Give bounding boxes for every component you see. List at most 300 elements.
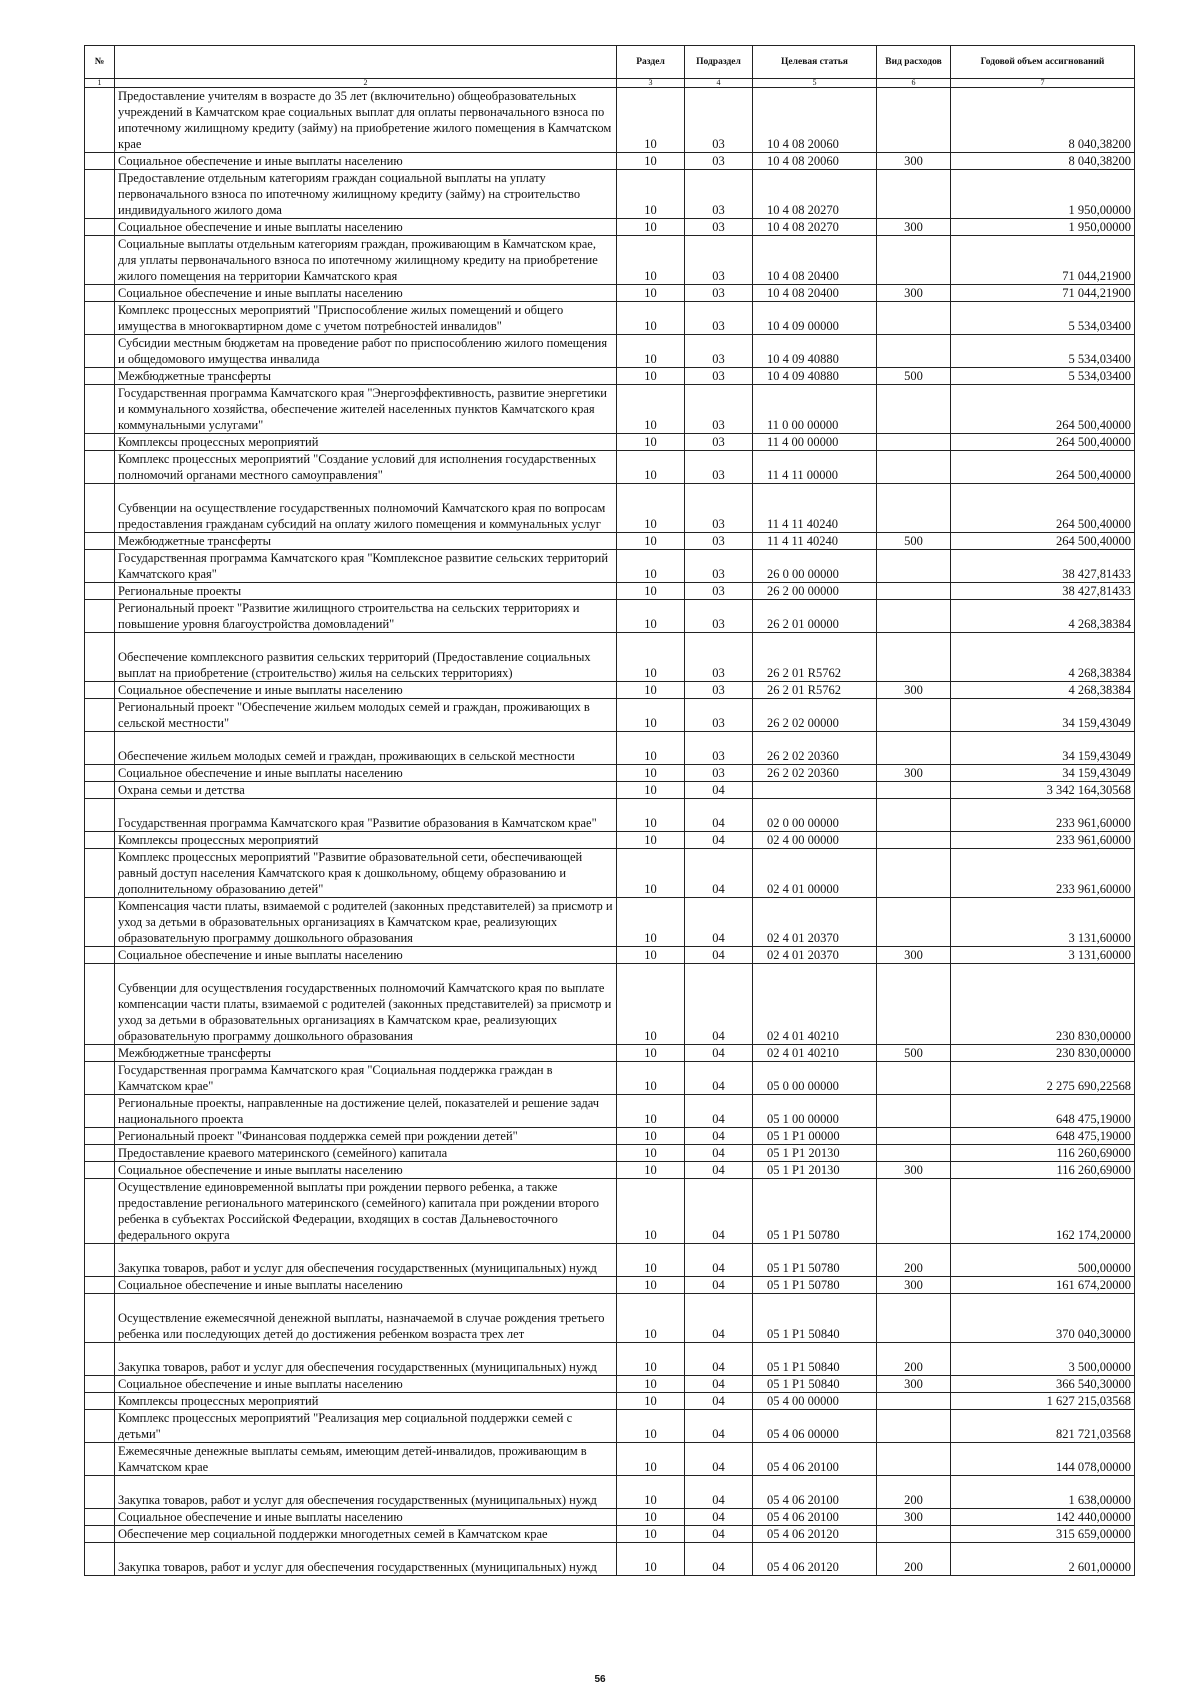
row-amount-cell: 230 830,00000 <box>951 964 1135 1045</box>
row-number-cell <box>85 1128 115 1145</box>
row-name-cell: Осуществление единовременной выплаты при рождении первого ребенка, а также предоставление регионального материнского (семейного) капитала при рождении второго ребенка в субъектах Российской Федерации, входящих в состав Дальневосточного федерального округа <box>115 1179 617 1244</box>
row-number-cell <box>85 550 115 583</box>
col-header-razdel: Раздел <box>617 46 685 79</box>
row-podrazdel-cell: 03 <box>685 302 753 335</box>
row-amount-cell: 142 440,00000 <box>951 1509 1135 1526</box>
table-row <box>85 236 1135 285</box>
row-podrazdel-cell: 03 <box>685 335 753 368</box>
row-amount-cell: 233 961,60000 <box>951 832 1135 849</box>
row-number-cell <box>85 964 115 1045</box>
row-number-cell <box>85 799 115 832</box>
row-amount-cell: 500,00000 <box>951 1244 1135 1277</box>
row-target-cell: 26 2 01 R5762 <box>753 633 877 682</box>
row-name-cell: Социальное обеспечение и иные выплаты населению <box>115 1509 617 1526</box>
row-target-cell: 05 1 00 00000 <box>753 1095 877 1128</box>
row-number-cell <box>85 236 115 285</box>
row-podrazdel-cell: 04 <box>685 1543 753 1576</box>
row-amount-cell: 3 500,00000 <box>951 1343 1135 1376</box>
row-target-cell: 10 4 08 20270 <box>753 170 877 219</box>
row-podrazdel-cell: 03 <box>685 368 753 385</box>
row-target-cell: 05 1 P1 20130 <box>753 1162 877 1179</box>
budget-table-sheet <box>84 45 1134 1576</box>
row-amount-cell: 5 534,03400 <box>951 335 1135 368</box>
row-name-cell: Комплексы процессных мероприятий <box>115 434 617 451</box>
row-target-cell: 02 0 00 00000 <box>753 799 877 832</box>
table-row <box>85 832 1135 849</box>
row-number-cell <box>85 88 115 153</box>
row-name-cell: Предоставление краевого материнского (семейного) капитала <box>115 1145 617 1162</box>
row-target-cell: 26 0 00 00000 <box>753 550 877 583</box>
row-podrazdel-cell: 03 <box>685 153 753 170</box>
row-podrazdel-cell: 04 <box>685 799 753 832</box>
table-row <box>85 964 1135 1045</box>
row-expense-type-cell: 500 <box>877 533 951 550</box>
row-expense-type-cell <box>877 451 951 484</box>
table-row <box>85 1543 1135 1576</box>
row-expense-type-cell: 300 <box>877 1162 951 1179</box>
table-row <box>85 633 1135 682</box>
row-target-cell: 10 4 08 20060 <box>753 88 877 153</box>
table-body <box>85 88 1135 1576</box>
row-amount-cell: 370 040,30000 <box>951 1294 1135 1343</box>
row-number-cell <box>85 302 115 335</box>
row-podrazdel-cell: 04 <box>685 1343 753 1376</box>
row-target-cell <box>753 782 877 799</box>
table-row <box>85 1393 1135 1410</box>
row-expense-type-cell <box>877 484 951 533</box>
table-row <box>85 1526 1135 1543</box>
row-razdel-cell: 10 <box>617 732 685 765</box>
row-amount-cell: 4 268,38384 <box>951 633 1135 682</box>
row-name-cell: Региональный проект "Развитие жилищного строительства на сельских территориях и повышение уровня благоустройства домовладений" <box>115 600 617 633</box>
row-name-cell: Охрана семьи и детства <box>115 782 617 799</box>
row-number-cell <box>85 832 115 849</box>
row-razdel-cell: 10 <box>617 385 685 434</box>
row-podrazdel-cell: 04 <box>685 1410 753 1443</box>
row-target-cell: 02 4 01 20370 <box>753 947 877 964</box>
row-target-cell: 05 4 06 20100 <box>753 1509 877 1526</box>
row-number-cell <box>85 1393 115 1410</box>
row-expense-type-cell: 200 <box>877 1543 951 1576</box>
row-number-cell <box>85 682 115 699</box>
row-podrazdel-cell: 04 <box>685 1062 753 1095</box>
row-name-cell: Региональные проекты, направленные на достижение целей, показателей и решение задач национального проекта <box>115 1095 617 1128</box>
row-razdel-cell: 10 <box>617 285 685 302</box>
row-target-cell: 10 4 09 00000 <box>753 302 877 335</box>
row-target-cell: 05 4 00 00000 <box>753 1393 877 1410</box>
row-razdel-cell: 10 <box>617 1543 685 1576</box>
row-podrazdel-cell: 04 <box>685 1179 753 1244</box>
row-number-cell <box>85 1244 115 1277</box>
row-amount-cell: 116 260,69000 <box>951 1162 1135 1179</box>
row-name-cell: Закупка товаров, работ и услуг для обеспечения государственных (муниципальных) нужд <box>115 1343 617 1376</box>
row-number-cell <box>85 219 115 236</box>
row-razdel-cell: 10 <box>617 633 685 682</box>
table-row <box>85 583 1135 600</box>
row-podrazdel-cell: 03 <box>685 550 753 583</box>
row-number-cell <box>85 1045 115 1062</box>
table-row <box>85 484 1135 533</box>
row-podrazdel-cell: 04 <box>685 947 753 964</box>
table-row <box>85 600 1135 633</box>
col-number: 5 <box>753 79 877 88</box>
row-number-cell <box>85 1095 115 1128</box>
row-amount-cell: 144 078,00000 <box>951 1443 1135 1476</box>
row-name-cell: Социальное обеспечение и иные выплаты населению <box>115 765 617 782</box>
row-podrazdel-cell: 03 <box>685 732 753 765</box>
row-podrazdel-cell: 03 <box>685 699 753 732</box>
table-row <box>85 1509 1135 1526</box>
row-number-cell <box>85 849 115 898</box>
row-number-cell <box>85 765 115 782</box>
row-amount-cell: 1 627 215,03568 <box>951 1393 1135 1410</box>
row-expense-type-cell <box>877 1443 951 1476</box>
row-name-cell: Субвенции для осуществления государственных полномочий Камчатского края по выплате компенсации части платы, взимаемой с родителей (законных представителей) за присмотр и уход за детьми в образовательных организациях в Камчатском крае, реализующих образовательную программу дошкольного образования <box>115 964 617 1045</box>
row-name-cell: Социальное обеспечение и иные выплаты населению <box>115 1376 617 1393</box>
row-expense-type-cell: 300 <box>877 1277 951 1294</box>
col-number: 1 <box>85 79 115 88</box>
row-razdel-cell: 10 <box>617 236 685 285</box>
row-razdel-cell: 10 <box>617 1162 685 1179</box>
table-row <box>85 1045 1135 1062</box>
row-amount-cell: 648 475,19000 <box>951 1128 1135 1145</box>
row-target-cell: 05 0 00 00000 <box>753 1062 877 1095</box>
budget-table <box>84 45 1135 1576</box>
row-expense-type-cell: 500 <box>877 368 951 385</box>
row-podrazdel-cell: 04 <box>685 1294 753 1343</box>
row-name-cell: Комплексы процессных мероприятий <box>115 1393 617 1410</box>
row-razdel-cell: 10 <box>617 451 685 484</box>
table-row <box>85 285 1135 302</box>
row-target-cell: 02 4 01 40210 <box>753 964 877 1045</box>
row-expense-type-cell <box>877 898 951 947</box>
row-amount-cell: 161 674,20000 <box>951 1277 1135 1294</box>
row-expense-type-cell: 300 <box>877 1509 951 1526</box>
row-number-cell <box>85 732 115 765</box>
row-number-cell <box>85 600 115 633</box>
row-amount-cell: 116 260,69000 <box>951 1145 1135 1162</box>
row-razdel-cell: 10 <box>617 335 685 368</box>
table-row <box>85 368 1135 385</box>
row-razdel-cell: 10 <box>617 682 685 699</box>
row-podrazdel-cell: 04 <box>685 832 753 849</box>
table-row <box>85 1095 1135 1128</box>
col-number: 7 <box>951 79 1135 88</box>
row-expense-type-cell: 500 <box>877 1045 951 1062</box>
row-razdel-cell: 10 <box>617 219 685 236</box>
row-number-cell <box>85 699 115 732</box>
row-expense-type-cell <box>877 1128 951 1145</box>
row-amount-cell: 233 961,60000 <box>951 799 1135 832</box>
table-row <box>85 898 1135 947</box>
row-podrazdel-cell: 04 <box>685 1376 753 1393</box>
row-podrazdel-cell: 03 <box>685 600 753 633</box>
row-name-cell: Государственная программа Камчатского края "Развитие образования в Камчатском крае" <box>115 799 617 832</box>
row-number-cell <box>85 583 115 600</box>
row-razdel-cell: 10 <box>617 1393 685 1410</box>
row-number-cell <box>85 898 115 947</box>
row-podrazdel-cell: 03 <box>685 583 753 600</box>
row-number-cell <box>85 451 115 484</box>
row-amount-cell: 8 040,38200 <box>951 88 1135 153</box>
row-amount-cell: 3 131,60000 <box>951 947 1135 964</box>
row-amount-cell: 38 427,81433 <box>951 583 1135 600</box>
row-razdel-cell: 10 <box>617 832 685 849</box>
table-row <box>85 1277 1135 1294</box>
row-name-cell: Социальное обеспечение и иные выплаты населению <box>115 1162 617 1179</box>
row-target-cell: 05 1 P1 50780 <box>753 1244 877 1277</box>
row-podrazdel-cell: 04 <box>685 1443 753 1476</box>
row-amount-cell: 264 500,40000 <box>951 451 1135 484</box>
row-number-cell <box>85 1476 115 1509</box>
row-target-cell: 26 2 02 20360 <box>753 732 877 765</box>
row-target-cell: 11 0 00 00000 <box>753 385 877 434</box>
row-name-cell: Ежемесячные денежные выплаты семьям, имеющим детей-инвалидов, проживающим в Камчатском крае <box>115 1443 617 1476</box>
row-expense-type-cell <box>877 633 951 682</box>
row-amount-cell: 1 950,00000 <box>951 219 1135 236</box>
row-name-cell: Комплекс процессных мероприятий "Создание условий для исполнения государственных полномочий органами местного самоуправления" <box>115 451 617 484</box>
row-expense-type-cell <box>877 1393 951 1410</box>
row-expense-type-cell <box>877 1526 951 1543</box>
row-target-cell: 05 1 P1 00000 <box>753 1128 877 1145</box>
row-podrazdel-cell: 04 <box>685 898 753 947</box>
row-number-cell <box>85 385 115 434</box>
row-razdel-cell: 10 <box>617 765 685 782</box>
row-razdel-cell: 10 <box>617 947 685 964</box>
row-razdel-cell: 10 <box>617 583 685 600</box>
table-row <box>85 1162 1135 1179</box>
row-number-cell <box>85 1443 115 1476</box>
row-number-cell <box>85 1376 115 1393</box>
col-number: 2 <box>115 79 617 88</box>
row-amount-cell: 3 131,60000 <box>951 898 1135 947</box>
row-expense-type-cell: 200 <box>877 1476 951 1509</box>
row-amount-cell: 3 342 164,30568 <box>951 782 1135 799</box>
row-razdel-cell: 10 <box>617 153 685 170</box>
row-name-cell: Государственная программа Камчатского края "Энергоэффективность, развитие энергетики и коммунального хозяйства, обеспечение жителей населенных пунктов Камчатского края коммунальными услугами" <box>115 385 617 434</box>
col-number: 6 <box>877 79 951 88</box>
row-name-cell: Социальное обеспечение и иные выплаты населению <box>115 219 617 236</box>
row-target-cell: 11 4 00 00000 <box>753 434 877 451</box>
row-number-cell <box>85 335 115 368</box>
row-number-cell <box>85 1179 115 1244</box>
row-razdel-cell: 10 <box>617 898 685 947</box>
row-amount-cell: 648 475,19000 <box>951 1095 1135 1128</box>
row-razdel-cell: 10 <box>617 1045 685 1062</box>
row-name-cell: Социальное обеспечение и иные выплаты населению <box>115 947 617 964</box>
row-expense-type-cell <box>877 1062 951 1095</box>
row-target-cell: 05 4 06 20100 <box>753 1476 877 1509</box>
row-amount-cell: 230 830,00000 <box>951 1045 1135 1062</box>
row-expense-type-cell: 300 <box>877 219 951 236</box>
row-name-cell: Межбюджетные трансферты <box>115 368 617 385</box>
row-razdel-cell: 10 <box>617 1294 685 1343</box>
header-row <box>85 46 1135 79</box>
row-razdel-cell: 10 <box>617 782 685 799</box>
row-name-cell: Социальное обеспечение и иные выплаты населению <box>115 682 617 699</box>
row-number-cell <box>85 1277 115 1294</box>
row-name-cell: Региональный проект "Обеспечение жильем молодых семей и граждан, проживающих в сельской местности" <box>115 699 617 732</box>
row-amount-cell: 264 500,40000 <box>951 533 1135 550</box>
row-name-cell: Государственная программа Камчатского края "Социальная поддержка граждан в Камчатском крае" <box>115 1062 617 1095</box>
row-expense-type-cell <box>877 88 951 153</box>
column-number-row <box>85 79 1135 88</box>
row-amount-cell: 2 275 690,22568 <box>951 1062 1135 1095</box>
table-row <box>85 1443 1135 1476</box>
row-podrazdel-cell: 03 <box>685 219 753 236</box>
row-amount-cell: 38 427,81433 <box>951 550 1135 583</box>
row-amount-cell: 1 638,00000 <box>951 1476 1135 1509</box>
row-razdel-cell: 10 <box>617 1145 685 1162</box>
row-number-cell <box>85 1343 115 1376</box>
row-target-cell: 10 4 09 40880 <box>753 368 877 385</box>
table-row <box>85 732 1135 765</box>
table-row <box>85 1128 1135 1145</box>
row-expense-type-cell: 300 <box>877 153 951 170</box>
row-target-cell: 05 1 P1 50780 <box>753 1179 877 1244</box>
table-row <box>85 451 1135 484</box>
row-expense-type-cell <box>877 799 951 832</box>
row-amount-cell: 4 268,38384 <box>951 600 1135 633</box>
row-amount-cell: 5 534,03400 <box>951 302 1135 335</box>
page-number: 56 <box>594 1674 606 1685</box>
table-row <box>85 1294 1135 1343</box>
row-podrazdel-cell: 03 <box>685 385 753 434</box>
row-razdel-cell: 10 <box>617 170 685 219</box>
col-header-expense-type: Вид расходов <box>877 46 951 79</box>
row-podrazdel-cell: 03 <box>685 484 753 533</box>
table-row <box>85 170 1135 219</box>
row-target-cell: 05 4 06 20120 <box>753 1543 877 1576</box>
row-target-cell: 05 1 P1 50840 <box>753 1294 877 1343</box>
row-podrazdel-cell: 04 <box>685 1509 753 1526</box>
row-razdel-cell: 10 <box>617 1509 685 1526</box>
row-target-cell: 05 4 06 20120 <box>753 1526 877 1543</box>
row-razdel-cell: 10 <box>617 434 685 451</box>
row-expense-type-cell <box>877 1179 951 1244</box>
table-row <box>85 302 1135 335</box>
row-name-cell: Социальное обеспечение и иные выплаты населению <box>115 153 617 170</box>
row-number-cell <box>85 1410 115 1443</box>
row-podrazdel-cell: 04 <box>685 1128 753 1145</box>
row-target-cell: 05 4 06 00000 <box>753 1410 877 1443</box>
row-target-cell: 02 4 01 40210 <box>753 1045 877 1062</box>
row-expense-type-cell <box>877 302 951 335</box>
row-amount-cell: 71 044,21900 <box>951 236 1135 285</box>
row-amount-cell: 821 721,03568 <box>951 1410 1135 1443</box>
row-razdel-cell: 10 <box>617 88 685 153</box>
table-row <box>85 682 1135 699</box>
row-expense-type-cell: 300 <box>877 1376 951 1393</box>
row-target-cell: 26 2 02 20360 <box>753 765 877 782</box>
row-podrazdel-cell: 04 <box>685 1244 753 1277</box>
row-expense-type-cell <box>877 699 951 732</box>
row-number-cell <box>85 484 115 533</box>
row-target-cell: 10 4 08 20270 <box>753 219 877 236</box>
row-name-cell: Межбюджетные трансферты <box>115 1045 617 1062</box>
row-razdel-cell: 10 <box>617 1343 685 1376</box>
row-name-cell: Закупка товаров, работ и услуг для обеспечения государственных (муниципальных) нужд <box>115 1476 617 1509</box>
row-razdel-cell: 10 <box>617 1179 685 1244</box>
table-row <box>85 1410 1135 1443</box>
row-amount-cell: 264 500,40000 <box>951 385 1135 434</box>
row-number-cell <box>85 782 115 799</box>
table-row <box>85 782 1135 799</box>
row-podrazdel-cell: 04 <box>685 849 753 898</box>
row-expense-type-cell <box>877 170 951 219</box>
row-expense-type-cell <box>877 385 951 434</box>
row-name-cell: Региональный проект "Финансовая поддержка семей при рождении детей" <box>115 1128 617 1145</box>
row-razdel-cell: 10 <box>617 533 685 550</box>
row-amount-cell: 34 159,43049 <box>951 699 1135 732</box>
row-podrazdel-cell: 03 <box>685 434 753 451</box>
row-number-cell <box>85 633 115 682</box>
col-header-no: № <box>85 46 115 79</box>
col-header-target: Целевая статья <box>753 46 877 79</box>
row-amount-cell: 71 044,21900 <box>951 285 1135 302</box>
table-row <box>85 799 1135 832</box>
row-number-cell <box>85 1162 115 1179</box>
row-name-cell: Субвенции на осуществление государственных полномочий Камчатского края по вопросам предоставления гражданам субсидий на оплату жилого помещения и коммунальных услуг <box>115 484 617 533</box>
row-expense-type-cell <box>877 849 951 898</box>
row-podrazdel-cell: 04 <box>685 1095 753 1128</box>
row-number-cell <box>85 434 115 451</box>
row-target-cell: 05 1 P1 20130 <box>753 1145 877 1162</box>
row-target-cell: 05 1 P1 50840 <box>753 1376 877 1393</box>
row-expense-type-cell: 300 <box>877 765 951 782</box>
table-row <box>85 765 1135 782</box>
row-name-cell: Межбюджетные трансферты <box>115 533 617 550</box>
row-amount-cell: 34 159,43049 <box>951 732 1135 765</box>
row-name-cell: Государственная программа Камчатского края "Комплексное развитие сельских территорий Камчатского края" <box>115 550 617 583</box>
row-podrazdel-cell: 04 <box>685 1162 753 1179</box>
table-row <box>85 434 1135 451</box>
row-amount-cell: 1 950,00000 <box>951 170 1135 219</box>
row-expense-type-cell <box>877 583 951 600</box>
row-razdel-cell: 10 <box>617 302 685 335</box>
table-row <box>85 88 1135 153</box>
row-expense-type-cell: 200 <box>877 1343 951 1376</box>
row-number-cell <box>85 947 115 964</box>
row-amount-cell: 315 659,00000 <box>951 1526 1135 1543</box>
row-number-cell <box>85 1543 115 1576</box>
row-expense-type-cell <box>877 1294 951 1343</box>
row-expense-type-cell <box>877 782 951 799</box>
row-number-cell <box>85 1294 115 1343</box>
table-row <box>85 1476 1135 1509</box>
col-header-amount: Годовой объем ассигнований <box>951 46 1135 79</box>
row-number-cell <box>85 533 115 550</box>
row-target-cell: 26 2 01 R5762 <box>753 682 877 699</box>
table-row <box>85 219 1135 236</box>
row-expense-type-cell: 200 <box>877 1244 951 1277</box>
row-podrazdel-cell: 04 <box>685 1526 753 1543</box>
row-razdel-cell: 10 <box>617 1526 685 1543</box>
row-amount-cell: 162 174,20000 <box>951 1179 1135 1244</box>
row-target-cell: 11 4 11 40240 <box>753 484 877 533</box>
row-podrazdel-cell: 04 <box>685 1393 753 1410</box>
row-expense-type-cell <box>877 1145 951 1162</box>
row-razdel-cell: 10 <box>617 849 685 898</box>
row-razdel-cell: 10 <box>617 1476 685 1509</box>
row-name-cell: Социальное обеспечение и иные выплаты населению <box>115 285 617 302</box>
row-razdel-cell: 10 <box>617 484 685 533</box>
row-podrazdel-cell: 03 <box>685 88 753 153</box>
row-podrazdel-cell: 03 <box>685 533 753 550</box>
table-row <box>85 1062 1135 1095</box>
row-target-cell: 26 2 02 00000 <box>753 699 877 732</box>
row-target-cell: 02 4 00 00000 <box>753 832 877 849</box>
